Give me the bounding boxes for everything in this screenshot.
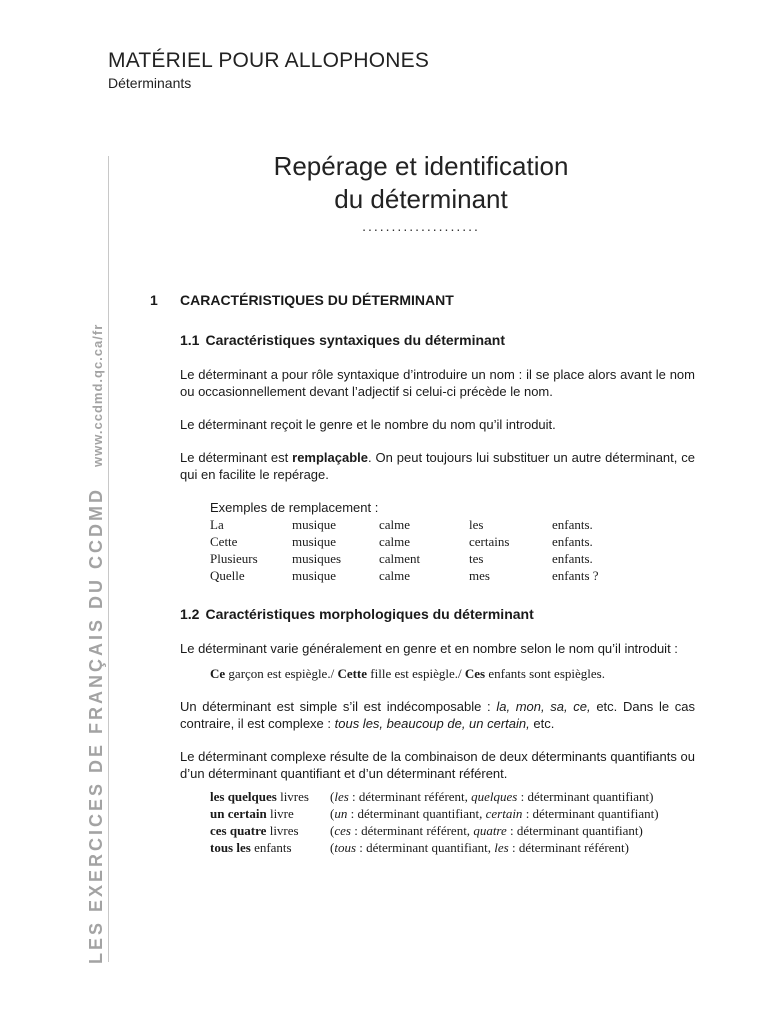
text-run: Un déterminant est simple s’il est indécomposable : xyxy=(180,699,497,714)
text-run: ( xyxy=(330,823,335,838)
table-cell: enfants ? xyxy=(552,568,599,583)
sidebar-series-name: LES EXERCICES DE FRANÇAIS DU CCDMD xyxy=(86,486,106,964)
table-row xyxy=(210,550,599,567)
paragraph-simple-complex xyxy=(180,698,695,732)
paragraph-role: Le déterminant a pour rôle syntaxique d’introduire un nom : il se place alors avant le nom ou occasionnellement devant l’adjectif si celui-ci précède le nom. xyxy=(180,367,695,399)
italic-word: tous xyxy=(334,840,357,855)
examples-table xyxy=(210,516,599,584)
table-cell: musique xyxy=(292,517,337,532)
table-row xyxy=(210,567,599,584)
determiner: Ces xyxy=(464,666,486,681)
table-cell xyxy=(210,805,330,822)
table-row xyxy=(210,788,659,805)
text-run: etc. xyxy=(529,716,555,731)
text-run: : déterminant quantifiant) xyxy=(517,789,654,804)
determiner: un certain xyxy=(210,806,267,821)
sidebar-url: www.ccdmd.qc.ca/fr xyxy=(90,323,105,467)
subsection-title: Caractéristiques syntaxiques du déterminant xyxy=(205,332,506,348)
italic-word: un xyxy=(334,806,348,821)
noun: livres xyxy=(276,789,309,804)
italic-word: les xyxy=(494,840,509,855)
text-run: enfants sont espiègles. xyxy=(485,666,605,681)
text-run: ( xyxy=(330,789,335,804)
table-cell: Quelle xyxy=(210,568,245,583)
table-cell: certains xyxy=(469,534,510,549)
table-row xyxy=(210,516,599,533)
title-line-1: Repérage et identification xyxy=(273,151,569,181)
text-run: : déterminant quantifiant) xyxy=(522,806,659,821)
text-run: : déterminant référent) xyxy=(508,840,629,855)
table-row xyxy=(210,533,599,550)
paragraph-complex-determiner: Le déterminant complexe résulte de la combinaison de deux déterminants quantifiants ou d’un déterminant quantifiant et d’un déterminant référent. xyxy=(180,749,695,781)
italic-examples: la, mon, sa, ce, xyxy=(496,699,591,714)
section-title: CARACTÉRISTIQUES DU DÉTERMINANT xyxy=(180,292,454,308)
table-cell: calme xyxy=(379,517,411,532)
text-run: : déterminant référent, xyxy=(350,823,474,838)
example-sentence xyxy=(210,665,695,682)
noun: enfants xyxy=(250,840,292,855)
determiner: Cette xyxy=(337,666,368,681)
document-title xyxy=(200,150,642,216)
table-cell: calme xyxy=(379,534,411,549)
determiner: tous les xyxy=(210,840,251,855)
italic-examples: tous les, beaucoup de, un certain, xyxy=(334,716,530,731)
table-cell: La xyxy=(210,517,224,532)
keyword-remplacable: remplaçable xyxy=(292,450,369,465)
table-cell: tes xyxy=(469,551,484,566)
table-cell: enfants. xyxy=(552,551,593,566)
subsection-heading-1-1 xyxy=(180,332,695,349)
table-row xyxy=(210,805,659,822)
text-run: fille est espiègle./ xyxy=(367,666,465,681)
table-cell: calme xyxy=(379,568,411,583)
section-number: 1 xyxy=(150,292,158,308)
paragraph-gender-number: Le déterminant reçoit le genre et le nombre du nom qu’il introduit. xyxy=(180,417,556,432)
italic-word: les xyxy=(334,789,349,804)
text-run: : déterminant quantifiant) xyxy=(506,823,643,838)
subsection-number: 1.2 xyxy=(180,606,200,622)
text-run: ( xyxy=(330,806,335,821)
italic-word: quatre xyxy=(473,823,507,838)
italic-word: certain xyxy=(485,806,523,821)
subsection-heading-1-2 xyxy=(180,606,695,623)
examples-intro: Exemples de remplacement : xyxy=(210,500,379,515)
table-cell: enfants. xyxy=(552,534,593,549)
noun: livres xyxy=(266,823,299,838)
table-cell: Cette xyxy=(210,534,238,549)
replacement-examples xyxy=(180,499,695,584)
table-cell xyxy=(330,788,659,805)
complex-examples-table xyxy=(210,788,659,856)
header-title: MATÉRIEL POUR ALLOPHONES xyxy=(108,49,430,72)
table-cell: calment xyxy=(379,551,421,566)
table-cell: musiques xyxy=(292,551,342,566)
determiner: ces quatre xyxy=(210,823,267,838)
table-cell: Plusieurs xyxy=(210,551,258,566)
text-run: Le déterminant est xyxy=(180,450,293,465)
table-row xyxy=(210,822,659,839)
table-cell xyxy=(330,839,659,856)
noun: livre xyxy=(266,806,294,821)
table-cell xyxy=(210,788,330,805)
table-cell xyxy=(330,805,659,822)
table-cell: mes xyxy=(469,568,490,583)
table-cell: les xyxy=(469,517,484,532)
paragraph-replaceable xyxy=(180,449,695,483)
table-cell xyxy=(210,839,330,856)
text-run: : déterminant référent, xyxy=(348,789,472,804)
table-cell xyxy=(330,822,659,839)
paragraph-variation: Le déterminant varie généralement en genre et en nombre selon le nom qu’il introduit : xyxy=(180,641,678,656)
text-run: garçon est espiègle./ xyxy=(225,666,338,681)
italic-word: ces xyxy=(334,823,351,838)
table-cell: musique xyxy=(292,534,337,549)
text-run: ( xyxy=(330,840,335,855)
sidebar-vertical-text xyxy=(86,324,107,964)
text-run: . On peut toujours lui substituer un autre déterminant, ce qui en facilite le repérage. xyxy=(180,450,695,482)
table-row xyxy=(210,839,659,856)
table-cell: enfants. xyxy=(552,517,593,532)
sidebar-divider xyxy=(108,156,109,962)
table-cell xyxy=(210,822,330,839)
determiner: les quelques xyxy=(210,789,277,804)
text-run: : déterminant quantifiant, xyxy=(356,840,495,855)
text-run: : déterminant quantifiant, xyxy=(347,806,486,821)
main-content xyxy=(150,292,695,856)
subsection-number: 1.1 xyxy=(180,332,200,348)
subsection-title: Caractéristiques morphologiques du déterminant xyxy=(205,606,534,622)
title-dotted-rule: .................... xyxy=(362,218,480,234)
table-cell: musique xyxy=(292,568,337,583)
page-header xyxy=(108,48,429,92)
header-subtitle: Déterminants xyxy=(108,75,192,91)
section-heading xyxy=(150,292,695,312)
italic-word: quelques xyxy=(471,789,518,804)
title-line-2: du déterminant xyxy=(334,184,508,214)
determiner: Ce xyxy=(210,666,226,681)
text-run: etc. Dans le cas contraire, il est complexe : xyxy=(180,699,695,731)
